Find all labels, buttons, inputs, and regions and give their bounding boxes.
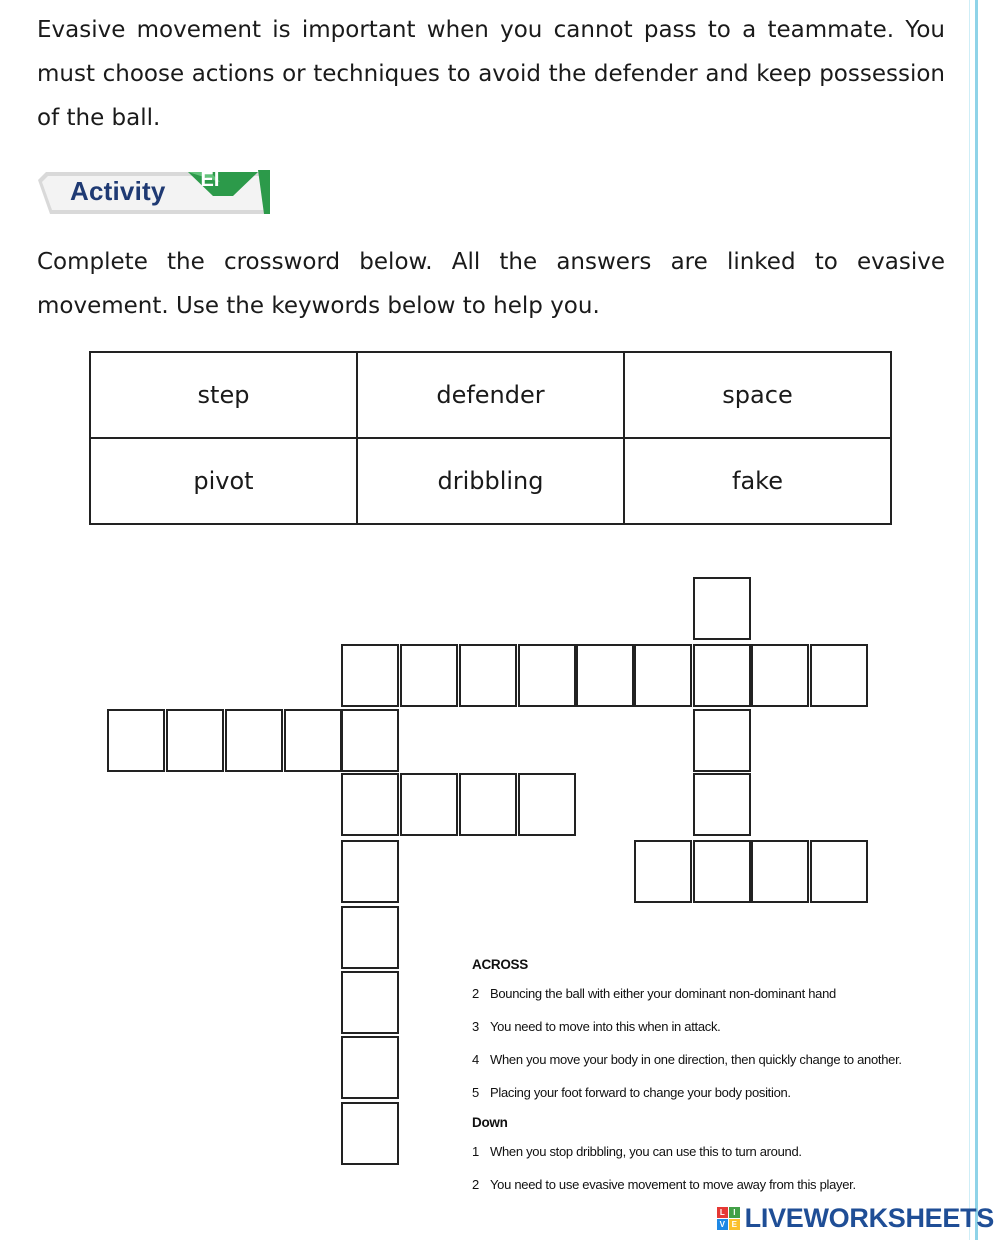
- clue-number: 1: [472, 1144, 479, 1159]
- clue-item: [472, 1049, 952, 1071]
- keyword-table: [89, 351, 892, 525]
- keyword-cell: space: [624, 352, 891, 438]
- logo-letter: L: [717, 1207, 728, 1218]
- clue-item: [472, 1016, 952, 1038]
- crossword-cell[interactable]: [166, 709, 224, 772]
- crossword-cell[interactable]: [634, 840, 692, 903]
- clue-number: 2: [472, 1177, 479, 1192]
- clue-item: [472, 1174, 952, 1196]
- crossword-cell[interactable]: [693, 644, 751, 707]
- crossword-cell[interactable]: [341, 773, 399, 836]
- clue-text: When you move your body in one direction, then quickly change to another.: [490, 1052, 902, 1067]
- crossword-cell[interactable]: [634, 644, 692, 707]
- crossword-cell[interactable]: [459, 644, 517, 707]
- clue-text: You need to move into this when in attack.: [490, 1019, 721, 1034]
- crossword-cell[interactable]: [341, 840, 399, 903]
- keyword-cell: step: [90, 352, 357, 438]
- logo-letter: V: [717, 1219, 728, 1230]
- crossword-cell[interactable]: [693, 840, 751, 903]
- activity-code-badge: EI: [200, 169, 220, 191]
- clues-panel: [472, 953, 952, 1207]
- keyword-cell: fake: [624, 438, 891, 524]
- clue-text: Placing your foot forward to change your body position.: [490, 1085, 791, 1100]
- logo-letter: I: [729, 1207, 740, 1218]
- crossword-cell[interactable]: [341, 644, 399, 707]
- clue-text: Bouncing the ball with either your dominant non-dominant hand: [490, 986, 836, 1001]
- keyword-row: [90, 352, 891, 438]
- crossword-cell[interactable]: [751, 644, 809, 707]
- crossword-cell[interactable]: [341, 1036, 399, 1099]
- liveworksheets-logo-icon: [717, 1207, 740, 1230]
- keyword-cell: pivot: [90, 438, 357, 524]
- crossword-cell[interactable]: [459, 773, 517, 836]
- keyword-cell: defender: [357, 352, 624, 438]
- crossword-cell[interactable]: [225, 709, 283, 772]
- instruction-paragraph: Complete the crossword below. All the answers are linked to evasive movement. Use the keywords below to help you.: [37, 249, 945, 319]
- crossword-cell[interactable]: [576, 644, 634, 707]
- crossword-cell[interactable]: [107, 709, 165, 772]
- clue-number: 5: [472, 1085, 479, 1100]
- crossword-cell[interactable]: [518, 773, 576, 836]
- logo-letter: E: [729, 1219, 740, 1230]
- crossword-cell[interactable]: [693, 773, 751, 836]
- down-heading: Down: [472, 1115, 508, 1130]
- page-edge-border-inner: [969, 0, 970, 1240]
- clue-number: 3: [472, 1019, 479, 1034]
- clue-text: You need to use evasive movement to move away from this player.: [490, 1177, 856, 1192]
- brand-name: LIVEWORKSHEETS: [744, 1202, 994, 1233]
- crossword-cell[interactable]: [810, 840, 868, 903]
- crossword-cell[interactable]: [518, 644, 576, 707]
- crossword-cell[interactable]: [400, 644, 458, 707]
- liveworksheets-brand[interactable]: [717, 1200, 994, 1236]
- crossword-cell[interactable]: [284, 709, 342, 772]
- page-edge-border: [975, 0, 978, 1240]
- clue-item: [472, 1082, 952, 1104]
- crossword-cell[interactable]: [341, 971, 399, 1034]
- crossword-cell[interactable]: [751, 840, 809, 903]
- clue-item: [472, 983, 952, 1005]
- crossword-cell[interactable]: [341, 709, 399, 772]
- clue-number: 4: [472, 1052, 479, 1067]
- crossword-cell[interactable]: [400, 773, 458, 836]
- activity-label: Activity: [70, 176, 166, 206]
- crossword-cell[interactable]: [810, 644, 868, 707]
- clue-text: When you stop dribbling, you can use this to turn around.: [490, 1144, 802, 1159]
- clue-number: 2: [472, 986, 479, 1001]
- crossword-cell[interactable]: [341, 1102, 399, 1165]
- keyword-cell: dribbling: [357, 438, 624, 524]
- intro-paragraph: Evasive movement is important when you cannot pass to a teammate. You must choose actions or techniques to avoid the defender and keep possession of the ball.: [37, 17, 945, 131]
- crossword-cell[interactable]: [693, 709, 751, 772]
- across-heading: ACROSS: [472, 957, 528, 972]
- clue-item: [472, 1141, 952, 1163]
- crossword-cell[interactable]: [693, 577, 751, 640]
- keyword-row: [90, 438, 891, 524]
- crossword-cell[interactable]: [341, 906, 399, 969]
